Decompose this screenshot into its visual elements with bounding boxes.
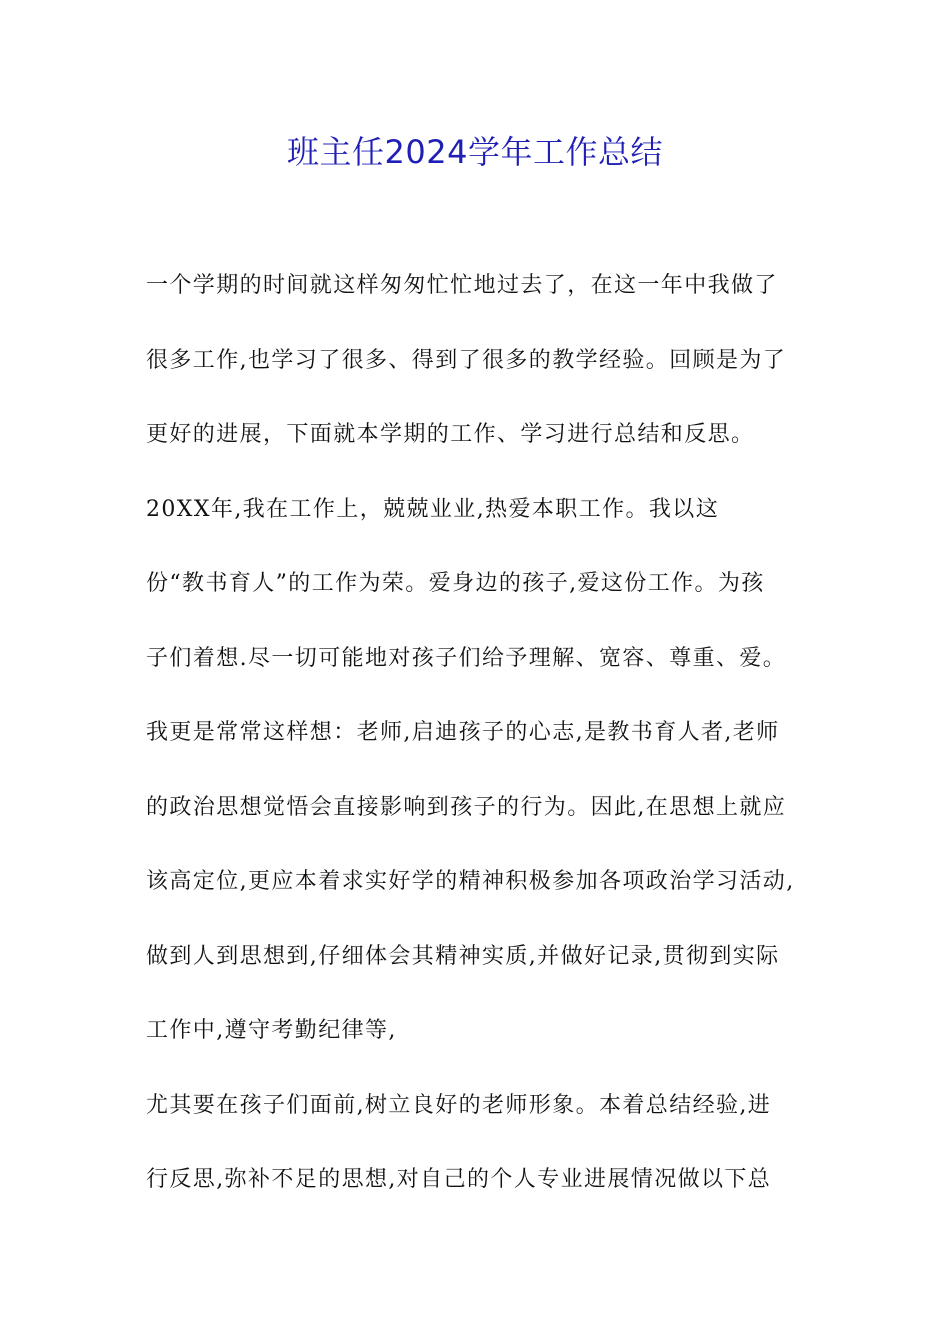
body-line-9: 该高定位,更应本着求实好学的精神积极参加各项政治学习活动,	[146, 869, 795, 894]
body-line-3: 更好的进展，下面就本学期的工作、学习进行总结和反思。	[146, 422, 755, 447]
body-line-10: 做到人到思想到,仔细体会其精神实质,并做好记录,贯彻到实际	[146, 943, 780, 969]
body-line-13: 行反思,弥补不足的思想,对自己的个人专业进展情况做以下总	[146, 1167, 772, 1192]
body-line-2: 很多工作,也学习了很多、得到了很多的教学经验。回顾是为了	[146, 347, 787, 373]
document-title: 班主任2024学年工作总结	[287, 133, 663, 171]
body-line-1: 一个学期的时间就这样匆匆忙忙地过去了，在这一年中我做了	[146, 273, 778, 298]
body-line-12: 尤其要在孩子们面前,树立良好的老师形象。本着总结经验,进	[146, 1092, 772, 1118]
body-line-5: 份“教书育人”的工作为荣。爱身边的孩子,爱这份工作。为孩	[146, 571, 765, 596]
document-body	[146, 264, 826, 1233]
body-line-4: 20XX年,我在工作上，兢兢业业,热爱本职工作。我以这	[146, 496, 720, 522]
body-line-8: 的政治思想觉悟会直接影响到孩子的行为。因此,在思想上就应	[146, 794, 787, 820]
body-line-7: 我更是常常这样想：老师,启迪孩子的心志,是教书育人者,老师	[146, 720, 780, 745]
body-line-6: 子们着想.尽一切可能地对孩子们给予理解、宽容、尊重、爱。	[146, 645, 787, 671]
body-line-11: 工作中,遵守考勤纪律等,	[146, 1018, 397, 1043]
